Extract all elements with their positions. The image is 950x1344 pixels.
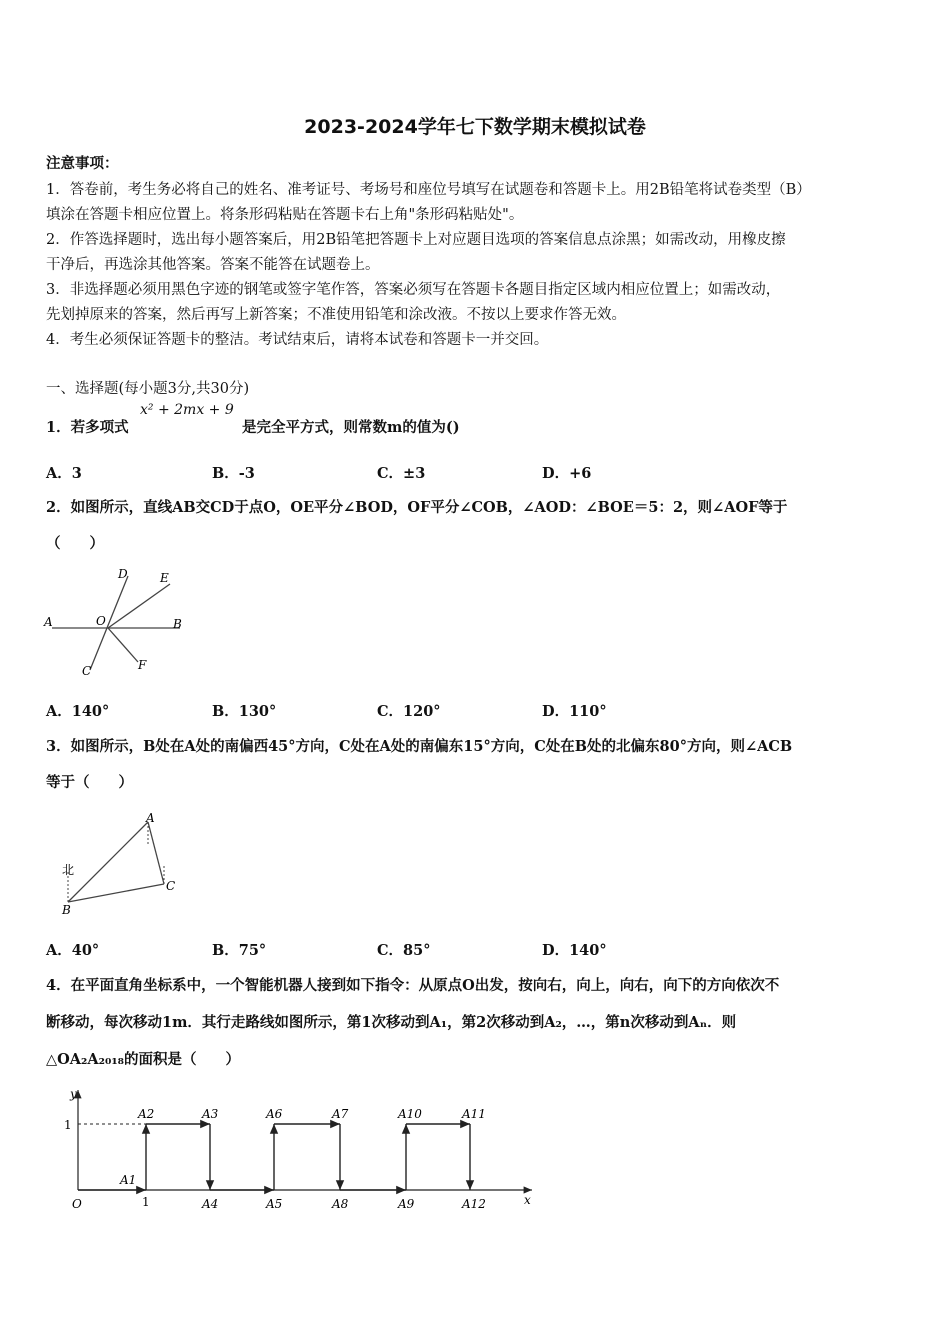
- notice-line: 填涂在答题卡相应位置上。将条形码粘贴在答题卡右上角"条形码粘贴处"。: [46, 207, 524, 223]
- notice-line: 4．考生必须保证答题卡的整洁。考试结束后，请将本试卷和答题卡一并交回。: [46, 332, 549, 348]
- fig-label-F: F: [138, 658, 147, 672]
- origin-label: O: [72, 1197, 82, 1211]
- point-label-a1: A1: [120, 1173, 137, 1187]
- q3-text: 3．如图所示，B处在A处的南偏西45°方向，C处在A处的南偏东15°方向，C处在B处的北偏东80°方向，则∠ACB: [46, 738, 793, 755]
- notice-line: 1．答卷前，考生务必将自己的姓名、准考证号、考场号和座位号填写在试题卷和答题卡上。用2B铅笔将试卷类型（B）: [46, 182, 811, 198]
- q1-suffix: 是完全平方式，则常数m的值为(): [242, 419, 460, 436]
- fig-label-B: B: [173, 617, 182, 631]
- q3-option-d[interactable]: D．140°: [542, 942, 607, 959]
- q3-option-b[interactable]: B．75°: [212, 942, 267, 959]
- tick-label-y1: 1: [64, 1118, 72, 1132]
- fig-label-E: E: [160, 571, 169, 585]
- q1-option-d[interactable]: D．+6: [542, 465, 592, 482]
- q3-text2: 等于（ ）: [46, 774, 133, 791]
- q2-option-a[interactable]: A．140°: [46, 703, 110, 720]
- q3-option-c[interactable]: C．85°: [377, 942, 431, 959]
- point-label-a8: A8: [332, 1197, 349, 1211]
- q1-option-a[interactable]: A．3: [46, 465, 82, 482]
- axis-label-x: x: [524, 1193, 531, 1207]
- q1-formula: x² + 2mx + 9: [140, 402, 234, 418]
- q4-line2: 断移动，每次移动1m．其行走路线如图所示，第1次移动到A₁，第2次移动到A₂，…，第n次移动到Aₙ．则: [46, 1014, 737, 1031]
- tick-label-x1: 1: [142, 1195, 150, 1209]
- point-label-a2: A2: [138, 1107, 155, 1121]
- notice-line: 3．非选择题必须用黑色字迹的钢笔或签字笔作答，答案必须写在答题卡各题目指定区域内相应位置上；如需改动，: [46, 282, 781, 298]
- point-label-a12: A12: [462, 1197, 486, 1211]
- q2-text: 2．如图所示，直线AB交CD于点O，OE平分∠BOD，OF平分∠COB，∠AOD：∠BOE＝5：2，则∠AOF等于: [46, 499, 788, 516]
- q3-figure: [50, 808, 190, 920]
- q2-option-d[interactable]: D．110°: [542, 703, 607, 720]
- axis-label-y: y: [70, 1087, 77, 1101]
- notice-heading: 注意事项：: [46, 155, 119, 172]
- q2-figure: [40, 562, 190, 682]
- point-label-a6: A6: [266, 1107, 283, 1121]
- q1-option-c[interactable]: C．±3: [377, 465, 426, 482]
- point-labels: [119, 1107, 486, 1211]
- fig-label-O: O: [96, 614, 106, 628]
- fig-label-A: A: [146, 811, 155, 825]
- q1-option-b[interactable]: B．-3: [212, 465, 255, 482]
- fig-label-C: C: [82, 664, 92, 678]
- q4-line3: △OA₂A₂₀₁₈的面积是（ ）: [46, 1051, 241, 1068]
- notice-line: 2．作答选择题时，选出每小题答案后，用2B铅笔把答题卡上对应题目选项的答案信息点涂黑；如需改动，用橡皮擦: [46, 232, 786, 248]
- q1-prefix: 1．若多项式: [46, 419, 129, 436]
- q2-option-b[interactable]: B．130°: [212, 703, 277, 720]
- point-label-a10: A10: [398, 1107, 422, 1121]
- section-heading: 一、选择题(每小题3分,共30分): [46, 381, 250, 397]
- point-label-a11: A11: [462, 1107, 486, 1121]
- notice-line: 干净后，再选涂其他答案。答案不能答在试题卷上。: [46, 257, 380, 273]
- point-label-a7: A7: [332, 1107, 349, 1121]
- q4-figure: [50, 1078, 550, 1218]
- q4-line1: 4．在平面直角坐标系中，一个智能机器人接到如下指令：从原点O出发，按向右，向上，向右，向下的方向依次不: [46, 977, 780, 994]
- point-label-a3: A3: [202, 1107, 219, 1121]
- point-label-a9: A9: [398, 1197, 415, 1211]
- fig-label-B: B: [62, 903, 71, 917]
- fig-label-north: 北: [62, 863, 75, 877]
- point-label-a5: A5: [266, 1197, 283, 1211]
- page-title: 2023-2024学年七下数学期末模拟试卷: [304, 116, 646, 138]
- q2-option-c[interactable]: C．120°: [377, 703, 441, 720]
- fig-label-C: C: [166, 879, 176, 893]
- point-label-a4: A4: [202, 1197, 219, 1211]
- fig-label-D: D: [118, 567, 128, 581]
- q3-option-a[interactable]: A．40°: [46, 942, 100, 959]
- fig-label-A: A: [44, 615, 53, 629]
- notice-line: 先划掉原来的答案，然后再写上新答案；不准使用铅笔和涂改液。不按以上要求作答无效。: [46, 307, 626, 323]
- robot-path: [78, 1124, 470, 1190]
- q2-paren: （ ）: [46, 535, 104, 552]
